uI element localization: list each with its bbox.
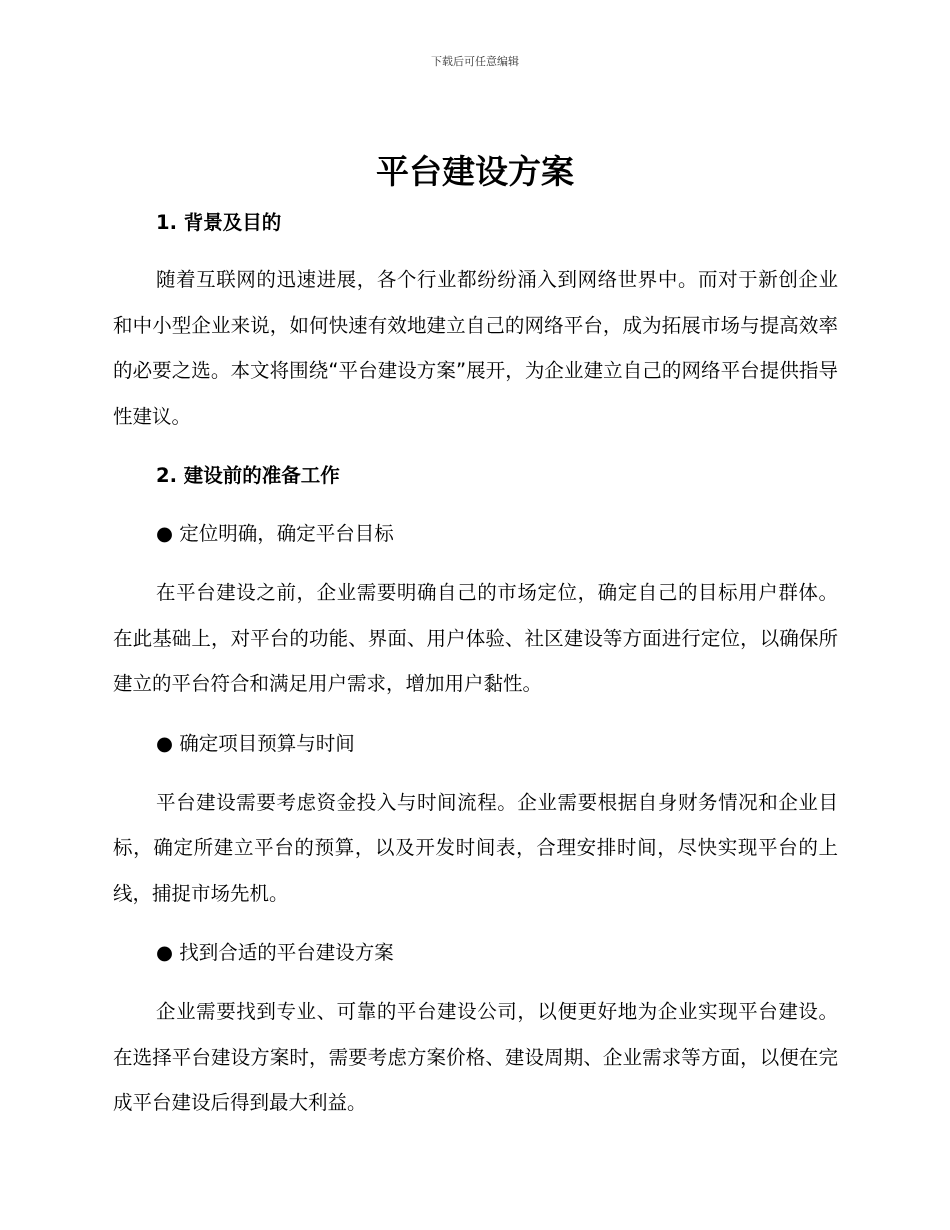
bullet-find-solution: ● 找到合适的平台建设方案 bbox=[156, 941, 394, 964]
bullet-positioning: ● 定位明确，确定平台目标 bbox=[156, 522, 394, 545]
header-note: 下载后可任意编辑 bbox=[431, 55, 519, 68]
bullet-budget-time: ● 确定项目预算与时间 bbox=[156, 731, 355, 755]
section-heading-background: 1. 背景及目的 bbox=[156, 211, 282, 234]
document-body bbox=[113, 201, 838, 1126]
paragraph-find-solution: 企业需要找到专业、可靠的平台建设公司，以便更好地为企业实现平台建设。在选择平台建设方案时，需要考虑方案价格、建设周期、企业需求等方面，以便在完成平台建设后得到最大利益。 bbox=[113, 1000, 838, 1114]
section-heading-preparation: 2. 建设前的准备工作 bbox=[156, 464, 340, 487]
document-title: 平台建设方案 bbox=[376, 152, 574, 191]
paragraph-background: 随着互联网的迅速进展，各个行业都纷纷涌入到网络世界中。而对于新创企业和中小型企业来说，如何快速有效地建立自己的网络平台，成为拓展市场与提高效率的必要之选。本文将围绕“平台建设方案”展开，为企业建立自己的网络平台提供指导性建议。 bbox=[113, 268, 838, 428]
paragraph-positioning: 在平台建设之前，企业需要明确自己的市场定位，确定自己的目标用户群体。在此基础上，对平台的功能、界面、用户体验、社区建设等方面进行定位，以确保所建立的平台符合和满足用户需求，增加用户黏性。 bbox=[113, 581, 838, 695]
paragraph-budget-time: 平台建设需要考虑资金投入与时间流程。企业需要根据自身财务情况和企业目标，确定所建立平台的预算，以及开发时间表，合理安排时间，尽快实现平台的上线，捕捉市场先机。 bbox=[113, 790, 838, 905]
